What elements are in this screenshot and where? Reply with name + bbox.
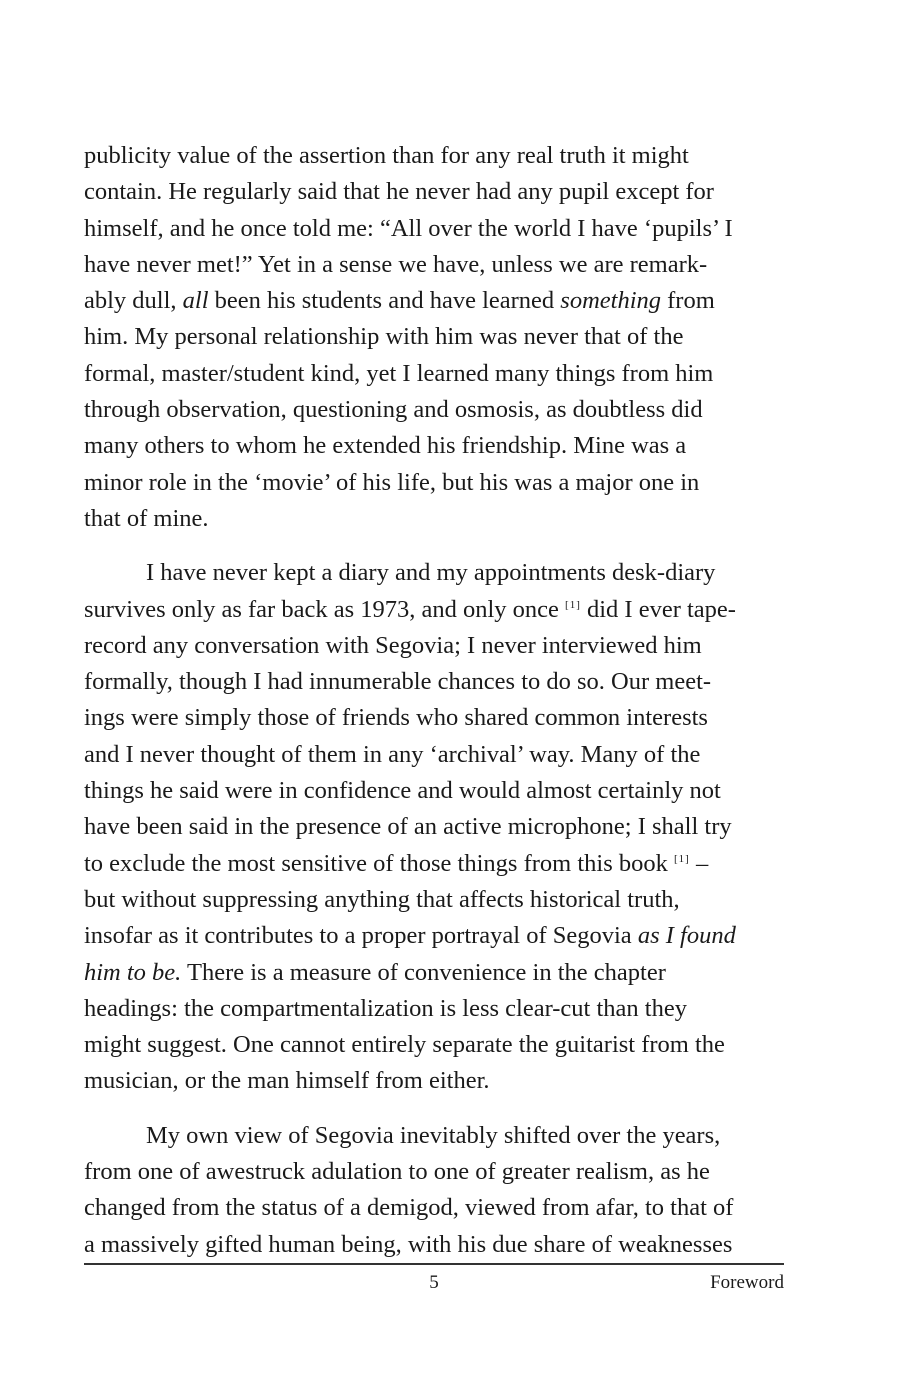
page-number: 5 — [429, 1272, 439, 1293]
text-line: record any conversation with Segovia; I never interviewed him — [84, 631, 702, 659]
text-line: a massively gifted human being, with his due share of weaknesses — [84, 1230, 733, 1258]
text-line: headings: the compartmentalization is less clear-cut than they — [84, 994, 687, 1022]
text-line: have never met!” Yet in a sense we have, unless we are remark- — [84, 250, 708, 278]
text-line: changed from the status of a demigod, viewed from afar, to that of — [84, 1194, 734, 1222]
text-line: My own view of Segovia inevitably shifted over the years, — [146, 1121, 721, 1149]
footnote-marker: [1] — [673, 852, 690, 865]
emphasis: all — [182, 287, 209, 315]
text-line: and I never thought of them in any ‘archival’ way. Many of the — [84, 740, 701, 768]
emphasis: him to be. — [84, 958, 182, 986]
text-line: but without suppressing anything that affects historical truth, — [84, 885, 680, 913]
footnote-marker: [1] — [565, 598, 581, 611]
text-line: ings were simply those of friends who shared common interests — [84, 704, 708, 732]
text-line: insofar as it contributes to a proper portrayal of Segovia as I found — [84, 922, 736, 950]
section-title: Foreword — [710, 1272, 784, 1293]
text-line: through observation, questioning and osmosis, as doubtless did — [84, 396, 703, 424]
text-line: ably dull, all been his students and have learned something from — [84, 287, 715, 315]
text-line: have been said in the presence of an active microphone; I shall try — [84, 813, 732, 841]
text-line: things he said were in confidence and would almost certainly not — [84, 777, 721, 805]
text-line: from one of awestruck adulation to one of greater realism, as he — [84, 1158, 710, 1186]
text-line: him to be. There is a measure of convenience in the chapter — [84, 958, 666, 986]
text-line: formally, though I had innumerable chances to do so. Our meet- — [84, 668, 712, 696]
paragraph — [84, 138, 784, 537]
text-line: might suggest. One cannot entirely separate the guitarist from the — [84, 1031, 725, 1059]
text-line: that of mine. — [84, 504, 209, 532]
text-line: to exclude the most sensitive of those things from this book [1] – — [84, 849, 709, 877]
text-line: survives only as far back as 1973, and only once [1] did I ever tape- — [84, 595, 736, 623]
text-line: many others to whom he extended his friendship. Mine was a — [84, 432, 687, 460]
text-line: formal, master/student kind, yet I learned many things from him — [84, 359, 714, 387]
emphasis: as I found — [637, 922, 736, 950]
text-line: contain. He regularly said that he never had any pupil except for — [84, 178, 714, 206]
text-line: I have never kept a diary and my appointments desk-diary — [146, 559, 716, 587]
paragraph — [84, 1118, 784, 1263]
text-line: himself, and he once told me: “All over the world I have ‘pupils’ I — [84, 214, 733, 242]
text-line: publicity value of the assertion than for any real truth it might — [84, 142, 689, 169]
text-line: musician, or the man himself from either. — [84, 1067, 490, 1095]
footer-rule — [84, 1263, 784, 1265]
text-line: him. My personal relationship with him was never that of the — [84, 323, 684, 351]
paragraph — [84, 555, 784, 1099]
body-text — [84, 138, 784, 1263]
emphasis: something — [560, 287, 661, 315]
text-line: minor role in the ‘movie’ of his life, but his was a major one in — [84, 468, 700, 496]
